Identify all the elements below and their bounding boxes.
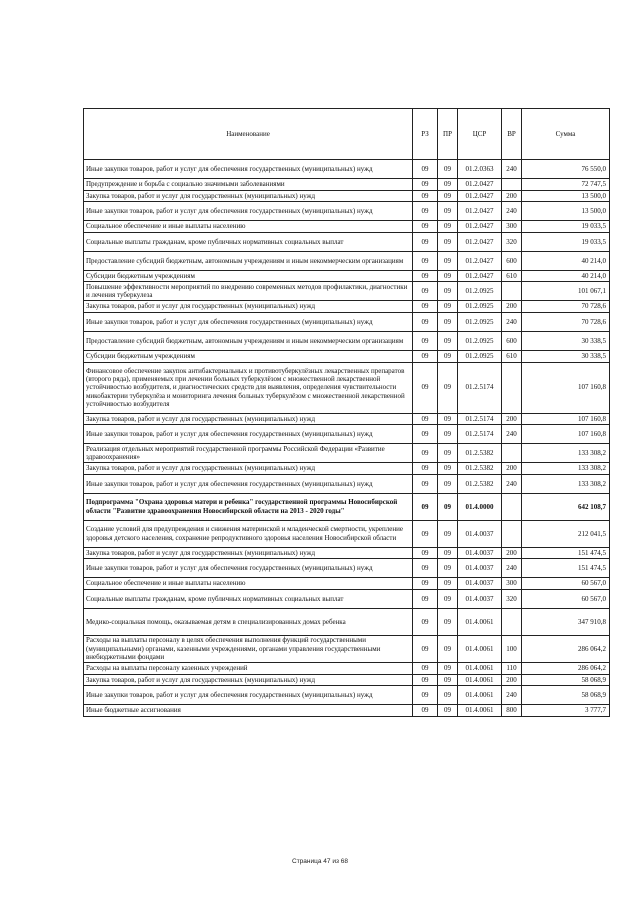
cell-csr: 01.4.0037 xyxy=(458,520,502,547)
cell-pr: 09 xyxy=(438,282,458,301)
cell-sum: 13 500,0 xyxy=(522,190,610,202)
cell-name: Субсидии бюджетным учреждениям xyxy=(84,270,413,282)
cell-vr: 100 xyxy=(502,635,522,662)
cell-pr: 09 xyxy=(438,362,458,413)
cell-vr: 610 xyxy=(502,270,522,282)
cell-pr: 09 xyxy=(438,312,458,331)
cell-name: Иные закупки товаров, работ и услуг для обеспечения государственных (муниципальных) нужд xyxy=(84,312,413,331)
table-row xyxy=(84,362,610,413)
cell-name: Социальные выплаты гражданам, кроме публичных нормативных социальных выплат xyxy=(84,232,413,251)
cell-sum: 286 064,2 xyxy=(522,662,610,674)
cell-pr: 09 xyxy=(438,686,458,705)
cell-pr: 09 xyxy=(438,221,458,233)
cell-vr: 200 xyxy=(502,547,522,559)
cell-vr xyxy=(502,493,522,520)
cell-pr: 09 xyxy=(438,520,458,547)
cell-sum: 19 033,5 xyxy=(522,221,610,233)
cell-name: Иные закупки товаров, работ и услуг для обеспечения государственных (муниципальных) нужд xyxy=(84,559,413,578)
cell-vr: 200 xyxy=(502,413,522,425)
cell-pr: 09 xyxy=(438,559,458,578)
table-row xyxy=(84,301,610,313)
cell-csr: 01.2.0427 xyxy=(458,179,502,191)
cell-sum: 286 064,2 xyxy=(522,635,610,662)
cell-sum: 3 777,7 xyxy=(522,705,610,717)
cell-pr: 09 xyxy=(438,202,458,221)
cell-rz: 09 xyxy=(413,232,438,251)
cell-name: Закупка товаров, работ и услуг для государственных (муниципальных) нужд xyxy=(84,190,413,202)
cell-vr: 240 xyxy=(502,160,522,179)
cell-name: Расходы на выплаты персоналу казенных учреждений xyxy=(84,662,413,674)
cell-sum: 133 308,2 xyxy=(522,474,610,493)
table-row xyxy=(84,589,610,608)
cell-sum: 72 747,5 xyxy=(522,179,610,191)
cell-rz: 09 xyxy=(413,331,438,350)
cell-rz: 09 xyxy=(413,202,438,221)
cell-csr: 01.2.0925 xyxy=(458,350,502,362)
cell-pr: 09 xyxy=(438,674,458,686)
cell-name: Иные закупки товаров, работ и услуг для обеспечения государственных (муниципальных) нужд xyxy=(84,686,413,705)
cell-csr: 01.4.0037 xyxy=(458,547,502,559)
cell-rz: 09 xyxy=(413,474,438,493)
table-row xyxy=(84,559,610,578)
table-row xyxy=(84,251,610,270)
cell-vr xyxy=(502,179,522,191)
cell-sum: 70 728,6 xyxy=(522,312,610,331)
cell-pr: 09 xyxy=(438,444,458,463)
table-body xyxy=(84,160,610,717)
cell-csr: 01.2.0427 xyxy=(458,270,502,282)
cell-pr: 09 xyxy=(438,493,458,520)
cell-csr: 01.2.0363 xyxy=(458,160,502,179)
cell-rz: 09 xyxy=(413,190,438,202)
cell-rz: 09 xyxy=(413,520,438,547)
table-row xyxy=(84,179,610,191)
cell-rz: 09 xyxy=(413,547,438,559)
cell-pr: 09 xyxy=(438,474,458,493)
cell-vr: 240 xyxy=(502,474,522,493)
cell-rz: 09 xyxy=(413,493,438,520)
cell-csr: 01.2.0427 xyxy=(458,202,502,221)
cell-sum: 40 214,0 xyxy=(522,270,610,282)
cell-rz: 09 xyxy=(413,674,438,686)
cell-vr xyxy=(502,444,522,463)
table-row xyxy=(84,282,610,301)
table-row xyxy=(84,425,610,444)
cell-sum: 133 308,2 xyxy=(522,463,610,475)
cell-rz: 09 xyxy=(413,413,438,425)
header-rz: РЗ xyxy=(413,109,438,160)
cell-pr: 09 xyxy=(438,608,458,635)
cell-csr: 01.4.0000 xyxy=(458,493,502,520)
table-row xyxy=(84,608,610,635)
cell-name: Социальные выплаты гражданам, кроме публичных нормативных социальных выплат xyxy=(84,589,413,608)
table-row xyxy=(84,474,610,493)
cell-pr: 09 xyxy=(438,578,458,590)
cell-vr: 200 xyxy=(502,190,522,202)
cell-rz: 09 xyxy=(413,362,438,413)
cell-csr: 01.4.0061 xyxy=(458,674,502,686)
cell-csr: 01.2.0427 xyxy=(458,251,502,270)
table-row xyxy=(84,190,610,202)
cell-name: Субсидии бюджетным учреждениям xyxy=(84,350,413,362)
cell-sum: 60 567,0 xyxy=(522,589,610,608)
cell-rz: 09 xyxy=(413,251,438,270)
table-row xyxy=(84,547,610,559)
cell-name: Создание условий для предупреждения и снижения материнской и младенческой смертности, укрепление здоровья детского населения, сохранение репродуктивного здоровья населения Новосибирской области xyxy=(84,520,413,547)
cell-rz: 09 xyxy=(413,686,438,705)
cell-name: Закупка товаров, работ и услуг для государственных (муниципальных) нужд xyxy=(84,674,413,686)
cell-csr: 01.2.5382 xyxy=(458,474,502,493)
cell-rz: 09 xyxy=(413,608,438,635)
cell-name: Финансовое обеспечение закупок антибактериальных и противотуберкулёзных лекарственных препаратов (второго ряда), применяемых при лечении больных туберкулёзом с множественной лекарственной устойчивостью возбудителя, и диагностических средств для выявления, определения чувствительности микобактерии туберкулёза и мониторинга лечения больных туберкулёзом с множественной лекарственной устойчивостью возбудителя xyxy=(84,362,413,413)
table-row xyxy=(84,350,610,362)
budget-table-sheet xyxy=(83,108,609,717)
cell-sum: 58 068,9 xyxy=(522,686,610,705)
cell-vr: 240 xyxy=(502,686,522,705)
cell-vr: 600 xyxy=(502,251,522,270)
table-row xyxy=(84,444,610,463)
cell-csr: 01.2.5382 xyxy=(458,463,502,475)
cell-pr: 09 xyxy=(438,350,458,362)
cell-rz: 09 xyxy=(413,662,438,674)
cell-rz: 09 xyxy=(413,282,438,301)
cell-sum: 133 308,2 xyxy=(522,444,610,463)
cell-pr: 09 xyxy=(438,413,458,425)
cell-name: Иные закупки товаров, работ и услуг для обеспечения государственных (муниципальных) нужд xyxy=(84,474,413,493)
cell-name: Закупка товаров, работ и услуг для государственных (муниципальных) нужд xyxy=(84,301,413,313)
table-row xyxy=(84,686,610,705)
table-row xyxy=(84,578,610,590)
cell-csr: 01.2.0427 xyxy=(458,190,502,202)
cell-rz: 09 xyxy=(413,179,438,191)
cell-pr: 09 xyxy=(438,547,458,559)
table-header-row xyxy=(84,109,610,160)
table-row xyxy=(84,674,610,686)
cell-pr: 09 xyxy=(438,301,458,313)
cell-csr: 01.4.0061 xyxy=(458,686,502,705)
cell-name: Предоставление субсидий бюджетным, автономным учреждениям и иным некоммерческим организациям xyxy=(84,251,413,270)
table-row xyxy=(84,221,610,233)
cell-rz: 09 xyxy=(413,312,438,331)
cell-vr: 200 xyxy=(502,463,522,475)
table-row xyxy=(84,520,610,547)
cell-pr: 09 xyxy=(438,232,458,251)
cell-rz: 09 xyxy=(413,425,438,444)
cell-csr: 01.4.0037 xyxy=(458,559,502,578)
cell-csr: 01.2.5174 xyxy=(458,413,502,425)
cell-name: Расходы на выплаты персоналу в целях обеспечения выполнения функций государственными (муниципальными) органами, казенными учреждениями, органами управления государственными внебюджетными фондами xyxy=(84,635,413,662)
cell-rz: 09 xyxy=(413,160,438,179)
cell-csr: 01.2.0427 xyxy=(458,221,502,233)
cell-pr: 09 xyxy=(438,270,458,282)
table-row xyxy=(84,413,610,425)
cell-sum: 60 567,0 xyxy=(522,578,610,590)
cell-csr: 01.4.0037 xyxy=(458,589,502,608)
cell-vr xyxy=(502,282,522,301)
cell-sum: 107 160,8 xyxy=(522,362,610,413)
cell-vr xyxy=(502,362,522,413)
cell-rz: 09 xyxy=(413,578,438,590)
cell-sum: 30 338,5 xyxy=(522,350,610,362)
cell-vr: 110 xyxy=(502,662,522,674)
cell-vr xyxy=(502,608,522,635)
table-row xyxy=(84,160,610,179)
cell-vr: 240 xyxy=(502,425,522,444)
cell-name: Реализация отдельных мероприятий государственной программы Российской Федерации «Развитие здравоохранения» xyxy=(84,444,413,463)
cell-sum: 642 108,7 xyxy=(522,493,610,520)
cell-vr: 240 xyxy=(502,312,522,331)
cell-csr: 01.2.5382 xyxy=(458,444,502,463)
cell-csr: 01.4.0061 xyxy=(458,662,502,674)
cell-vr: 300 xyxy=(502,578,522,590)
cell-rz: 09 xyxy=(413,221,438,233)
cell-csr: 01.2.5174 xyxy=(458,425,502,444)
cell-name: Закупка товаров, работ и услуг для государственных (муниципальных) нужд xyxy=(84,413,413,425)
cell-vr xyxy=(502,520,522,547)
table-row xyxy=(84,232,610,251)
cell-sum: 101 067,1 xyxy=(522,282,610,301)
table-row xyxy=(84,705,610,717)
cell-name: Предупреждение и борьба с социально значимыми заболеваниями xyxy=(84,179,413,191)
cell-csr: 01.2.0925 xyxy=(458,312,502,331)
cell-rz: 09 xyxy=(413,559,438,578)
cell-pr: 09 xyxy=(438,662,458,674)
cell-name: Медико-социальная помощь, оказываемая детям в специализированных домах ребенка xyxy=(84,608,413,635)
cell-sum: 212 041,5 xyxy=(522,520,610,547)
cell-rz: 09 xyxy=(413,463,438,475)
cell-sum: 347 910,8 xyxy=(522,608,610,635)
cell-name: Иные закупки товаров, работ и услуг для обеспечения государственных (муниципальных) нужд xyxy=(84,160,413,179)
cell-name: Иные бюджетные ассигнования xyxy=(84,705,413,717)
cell-vr: 300 xyxy=(502,221,522,233)
cell-name: Социальное обеспечение и иные выплаты населению xyxy=(84,578,413,590)
cell-vr: 240 xyxy=(502,202,522,221)
cell-pr: 09 xyxy=(438,425,458,444)
cell-pr: 09 xyxy=(438,463,458,475)
cell-csr: 01.4.0061 xyxy=(458,635,502,662)
table-row xyxy=(84,662,610,674)
cell-rz: 09 xyxy=(413,705,438,717)
header-pr: ПР xyxy=(438,109,458,160)
table-row xyxy=(84,635,610,662)
cell-rz: 09 xyxy=(413,301,438,313)
cell-sum: 151 474,5 xyxy=(522,559,610,578)
cell-name: Иные закупки товаров, работ и услуг для обеспечения государственных (муниципальных) нужд xyxy=(84,425,413,444)
cell-csr: 01.2.0925 xyxy=(458,331,502,350)
cell-rz: 09 xyxy=(413,444,438,463)
cell-name: Социальное обеспечение и иные выплаты населению xyxy=(84,221,413,233)
cell-rz: 09 xyxy=(413,270,438,282)
table-row xyxy=(84,202,610,221)
cell-rz: 09 xyxy=(413,350,438,362)
cell-rz: 09 xyxy=(413,635,438,662)
cell-vr: 610 xyxy=(502,350,522,362)
cell-vr: 240 xyxy=(502,559,522,578)
cell-pr: 09 xyxy=(438,190,458,202)
cell-vr: 320 xyxy=(502,589,522,608)
cell-csr: 01.2.0925 xyxy=(458,282,502,301)
header-sum: Сумма xyxy=(522,109,610,160)
cell-sum: 58 068,9 xyxy=(522,674,610,686)
cell-csr: 01.4.0061 xyxy=(458,705,502,717)
cell-vr: 200 xyxy=(502,674,522,686)
cell-sum: 107 160,8 xyxy=(522,425,610,444)
table-row xyxy=(84,463,610,475)
cell-csr: 01.2.5174 xyxy=(458,362,502,413)
cell-sum: 13 500,0 xyxy=(522,202,610,221)
budget-table xyxy=(83,108,610,717)
cell-pr: 09 xyxy=(438,635,458,662)
cell-vr: 320 xyxy=(502,232,522,251)
table-row xyxy=(84,270,610,282)
page-footer: Страница 47 из 68 xyxy=(292,858,348,865)
cell-name: Закупка товаров, работ и услуг для государственных (муниципальных) нужд xyxy=(84,547,413,559)
cell-csr: 01.4.0037 xyxy=(458,578,502,590)
cell-pr: 09 xyxy=(438,179,458,191)
table-row xyxy=(84,331,610,350)
cell-pr: 09 xyxy=(438,705,458,717)
cell-pr: 09 xyxy=(438,589,458,608)
cell-sum: 40 214,0 xyxy=(522,251,610,270)
cell-name: Предоставление субсидий бюджетным, автономным учреждениям и иным некоммерческим организациям xyxy=(84,331,413,350)
header-name: Наименование xyxy=(84,109,413,160)
cell-sum: 70 728,6 xyxy=(522,301,610,313)
cell-sum: 30 338,5 xyxy=(522,331,610,350)
cell-csr: 01.4.0061 xyxy=(458,608,502,635)
cell-csr: 01.2.0427 xyxy=(458,232,502,251)
cell-pr: 09 xyxy=(438,331,458,350)
header-csr: ЦСР xyxy=(458,109,502,160)
cell-vr: 200 xyxy=(502,301,522,313)
cell-vr: 800 xyxy=(502,705,522,717)
cell-csr: 01.2.0925 xyxy=(458,301,502,313)
cell-pr: 09 xyxy=(438,160,458,179)
header-vr: ВР xyxy=(502,109,522,160)
cell-sum: 107 160,8 xyxy=(522,413,610,425)
cell-name: Подпрограмма "Охрана здоровья матери и ребенка" государственной программы Новосибирской области "Развитие здравоохранения Новосибирской области на 2013 - 2020 годы" xyxy=(84,493,413,520)
cell-rz: 09 xyxy=(413,589,438,608)
cell-name: Повышение эффективности мероприятий по внедрению современных методов профилактики, диагностики и лечения туберкулеза xyxy=(84,282,413,301)
cell-sum: 151 474,5 xyxy=(522,547,610,559)
cell-name: Иные закупки товаров, работ и услуг для обеспечения государственных (муниципальных) нужд xyxy=(84,202,413,221)
cell-sum: 76 550,0 xyxy=(522,160,610,179)
cell-pr: 09 xyxy=(438,251,458,270)
cell-vr: 600 xyxy=(502,331,522,350)
table-row xyxy=(84,493,610,520)
cell-name: Закупка товаров, работ и услуг для государственных (муниципальных) нужд xyxy=(84,463,413,475)
table-row xyxy=(84,312,610,331)
cell-sum: 19 033,5 xyxy=(522,232,610,251)
